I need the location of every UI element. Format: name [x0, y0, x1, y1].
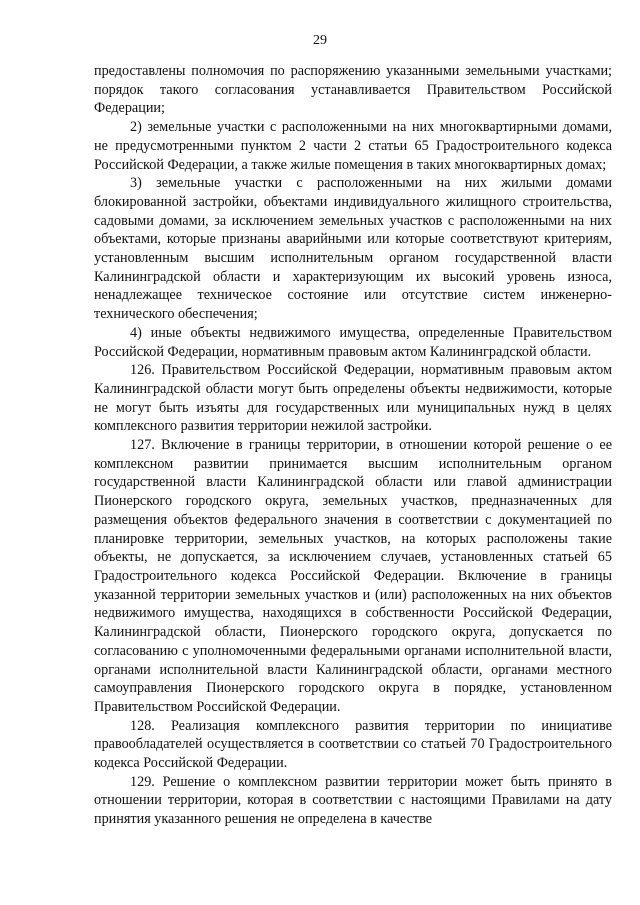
paragraph-item-2: 2) земельные участки с расположенными на них многоквартирными домами, не предусмотренными пунктом 2 части 2 статьи 65 Градостроительного кодекса Российской Федерации, а также жилые помещения в таких многоквартирных домах;	[94, 119, 612, 173]
paragraph-128: 128. Реализация комплексного развития территории по инициативе правообладателей осуществляется в соответствии со статьей 70 Градостроительного кодекса Российской Федерации.	[94, 717, 612, 772]
paragraph-129: 129. Решение о комплексном развитии территории может быть принято в отношении территории, которая в соответствии с настоящими Правилами на дату принятия указанного решения не определена в качестве	[94, 773, 612, 828]
paragraph-continuation: предоставлены полномочия по распоряжению указанными земельными участками; порядок такого согласования устанавливается Правительством Российской Федерации;	[94, 63, 612, 117]
document-body	[94, 62, 612, 829]
paragraph-126: 126. Правительством Российской Федерации, нормативным правовым актом Калининградской области могут быть определены объекты недвижимости, которые не могут быть изъяты для государственных или муниципальных нужд в целях комплексного развития территории нежилой застройки.	[94, 362, 612, 435]
paragraph-item-3: 3) земельные участки с расположенными на них жилыми домами блокированной застройки, объектами индивидуального жилищного строительства, садовыми домами, за исключением земельных участков с расположенными на них объектами, которые признаны аварийными или которые соответствуют критериям, установленным высшим исполнительным органом государственной власти Калининградской области и характеризующим их высокий уровень износа, ненадлежащее техническое состояние или отсутствие систем инженерно-технического обеспечения;	[94, 175, 612, 323]
paragraph-item-4: 4) иные объекты недвижимого имущества, определенные Правительством Российской Федерации, нормативным правовым актом Калининградской области.	[94, 324, 612, 360]
paragraph-127: 127. Включение в границы территории, в отношении которой решение о ее комплексном развитии принимается высшим исполнительным органом государственной власти Калининградской области или главой администрации Пионерского городского округа, земельных участков, предназначенных для размещения объектов федерального значения в соответствии с документацией по планировке территории, земельных участков, на которых расположены такие объекты, не допускается, за исключением случаев, установленных статьей 65 Градостроительного кодекса Российской Федерации. Включение в границы указанной территории земельных участков и (или) расположенных на них объектов недвижимого имущества, находящихся в собственности Российской Федерации, Калининградской области, Пионерского городского округа, допускается по согласованию с уполномоченными федеральными органами исполнительной власти, органами исполнительной власти Калининградской области, органами местного самоуправления Пионерского городского округа в порядке, установленном Правительством Российской Федерации.	[94, 437, 612, 715]
page-number: 29	[313, 33, 327, 48]
